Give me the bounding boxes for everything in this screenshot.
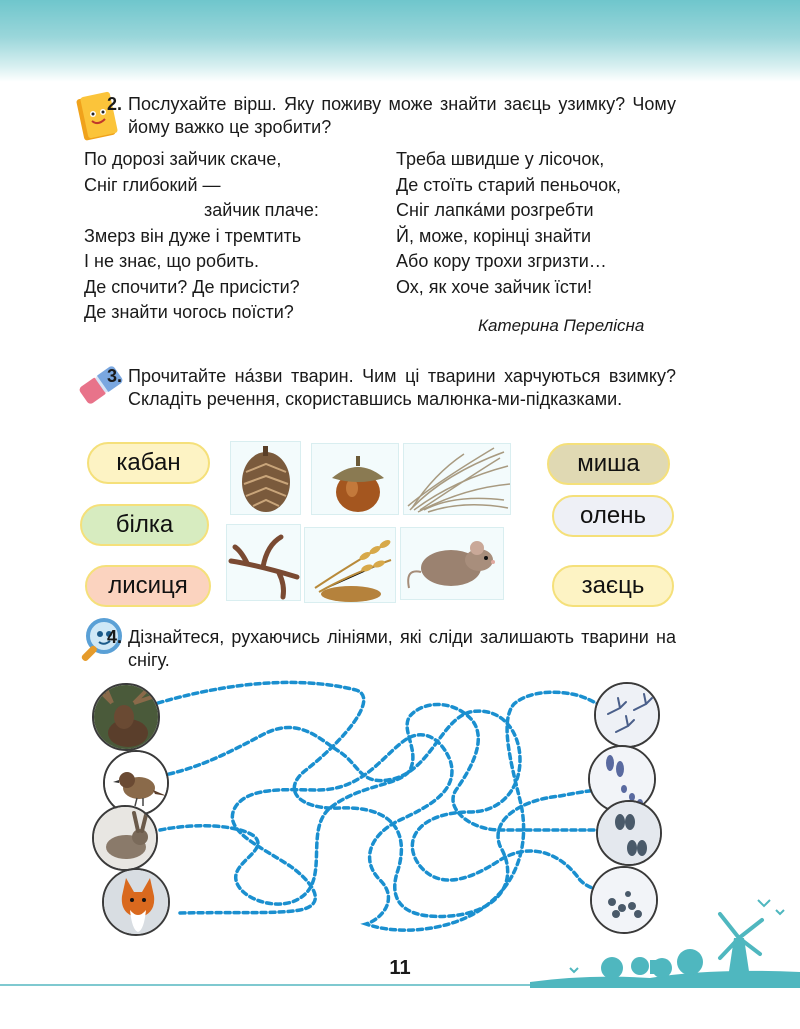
task-2-number: 2. [107,94,123,114]
poem-line: зайчик плаче: [204,200,319,220]
poem-line: Де спочити? Де присісти? [84,276,300,297]
animal-label-hare: заєць [552,565,674,607]
task-4-number: 4. [107,627,123,647]
poem-line: Або кору трохи згризти… [396,251,607,271]
task-4-text: Дізнайтеся, рухаючись лініями, які сліди залишають тварини на снігу. [128,627,676,670]
poem-line: Сніг глибокий — [84,174,221,195]
page-number: 11 [389,957,411,979]
animal-label-mouse: миша [547,443,670,485]
animal-label-deer: олень [552,495,674,537]
animal-label-squirrel: білка [80,504,209,546]
poem-line: Ох, як хоче зайчик їсти! [396,276,593,297]
hare-circle [92,805,158,871]
poem-line: По дорозі зайчик скаче, [84,149,282,169]
fox-circle [102,868,170,936]
hoof-tracks-circle [596,800,662,866]
bird-tracks-circle [594,682,660,748]
poem-line: Де знайти чогось поїсти? [84,302,294,322]
poem-line: Змерз він дуже і тремтить [84,225,302,246]
maze-path-hare [160,704,612,904]
moose-circle [92,683,160,751]
poem-line: І не знає, що робить. [84,251,259,271]
animal-label-fox: лисиця [85,565,211,607]
poem-line: Сніг лапка́ми розгребти [396,200,594,220]
task-3-text: Прочитайте на́зви тварин. Чим ці тварини харчуються взимку? Складіть речення, скориставшись малюнка-ми-підказками. [128,366,676,409]
poem-author: Катерина Перелісна [478,316,645,335]
animal-label-boar: кабан [87,442,210,484]
poem-line: Й, може, корінці знайти [396,225,592,246]
poem-line: Де стоїть старий пеньочок, [396,174,622,195]
maze-path-moose [158,682,612,916]
task-2-text: Послухайте вірш. Яку поживу може знайти заєць узимку? Чому йому важко це зробити? [128,94,676,137]
task-3-number: 3. [107,366,123,386]
poem-line: Треба швидше у лісочок, [396,149,605,169]
windmill-landscape-icon [530,898,800,988]
